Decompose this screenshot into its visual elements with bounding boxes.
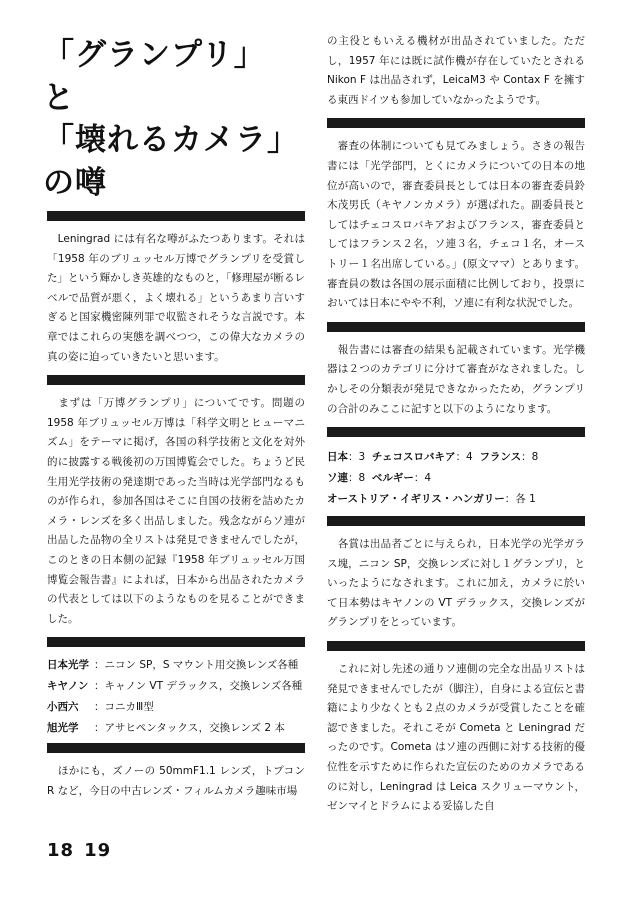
paragraph-expo: まずは「万博グランプリ」についてです。問題の 1958 年ブリュッセル万博は「科学文明とヒューマニズム」をテーマに掲げ，各国の科学技術と文化を対外的に披露する戦後初の万国博覧会でした。ちょうど民生用光学技術の発達期であった当時は光学部門なるものが作られ，参加各国はそこに自国の技術を詰めたカメラ・レンズを多く出品しました。残念ながらソ連が出品した品物の全リストは発見できませんでしたが，このときの日本側の記録『1958 年ブリュッセル万国博覧会報告書』によれば，日本から出品されたカメラの代表としては以下のようなものを見ることができました。 bbox=[47, 397, 305, 625]
exhibit-items: ：コニカⅢ型 bbox=[94, 701, 154, 714]
exhibit-items: ：アサヒペンタックス，交換レンズ 2 本 bbox=[94, 722, 285, 735]
tally-line-2 bbox=[327, 468, 585, 489]
country-japan: 日本 bbox=[327, 451, 348, 464]
count-czechoslovakia: ：4 bbox=[455, 451, 473, 464]
title-line-2: と bbox=[43, 79, 75, 116]
section-rule bbox=[327, 118, 585, 128]
right-column bbox=[327, 34, 585, 825]
exhibitor-name: 旭光学 bbox=[47, 722, 79, 735]
paragraph-awards: 各賞は出品者ごとに与えられ，日本光学の光学ガラス塊，ニコン SP，交換レンズに対し１グランプリ，といったようになされます。これに加え，カメラに於いて日本勢はキヤノンの VT デラックス，交換レンズがグランプリをとっています。 bbox=[327, 538, 585, 629]
title-line-1: 「グランプリ」 bbox=[43, 37, 266, 73]
page-numbers bbox=[47, 840, 111, 861]
page-number-left: 18 bbox=[47, 840, 75, 861]
section-rule bbox=[327, 641, 585, 651]
tally-line-1 bbox=[327, 447, 585, 468]
tally-line-3 bbox=[327, 489, 585, 510]
page-number-right: 19 bbox=[84, 840, 112, 861]
country-belgium: ベルギー bbox=[371, 472, 414, 485]
country-ussr: ソ連 bbox=[327, 472, 348, 485]
country-france: フランス bbox=[479, 451, 522, 464]
section-rule bbox=[47, 743, 305, 753]
title-line-4: の噂 bbox=[43, 164, 107, 201]
exhibitor-name: 小西六 bbox=[47, 701, 79, 714]
exhibit-row bbox=[47, 697, 305, 718]
exhibitor-name: キヤノン bbox=[47, 680, 89, 693]
count-belgium: ：4 bbox=[413, 472, 432, 485]
count-japan: ：3 bbox=[348, 451, 366, 464]
exhibit-row bbox=[47, 718, 305, 739]
paragraph-continued: の主役ともいえる機材が出品されていました。ただし，1957 年には既に試作機が存在していたとされる Nikon F は出品されず，LeicaM3 や Contax F を擁する東西ドイツも参加していなかったようです。 bbox=[327, 35, 585, 106]
exhibit-row bbox=[47, 655, 305, 676]
country-others: オーストリア・イギリス・ハンガリー bbox=[327, 493, 505, 506]
title-line-3: 「壊れるカメラ」 bbox=[43, 122, 299, 158]
section-rule bbox=[47, 375, 305, 385]
country-czechoslovakia: チェコスロバキア bbox=[371, 451, 456, 464]
chapter-title bbox=[43, 34, 299, 204]
paragraph-jury: 審査の体制についても見てみましょう。さきの報告書には「光学部門，とくにカメラについての日本の地位が高いので，審査委員長としては日本の審査委員鈴木茂男氏（キヤノンカメラ）が選ばれた。副委員長としてはチェコスロバキアおよびフランス，審査委員としてはフランス２名，ソ連３名，チェコ１名，オーストリー１名出席している。」(原文ママ）とあります。審査員の数は各国の展示面積に比例しており，投票においては日本にやや不利，ソ連に有利な状況でした。 bbox=[327, 140, 585, 310]
section-rule bbox=[47, 637, 305, 647]
section-rule bbox=[327, 516, 585, 526]
exhibit-row bbox=[47, 676, 305, 697]
section-rule bbox=[327, 322, 585, 332]
paragraph-soviet: これに対し先述の通りソ連側の完全な出品リストは発見できませんでしたが（脚注），自身による宣伝と書籍により少なくとも２点のカメラが受賞したことを確認できました。それこそが Cometa と Leningrad だったのです。Cometa はソ連の西側に対する技術的優位性を示すために作られた宣伝のためのカメラであるのに対し，Leningrad は Leica スクリューマウント，ゼンマイとドラムによる妥協した自 bbox=[327, 663, 585, 813]
count-france: ：8 bbox=[521, 451, 539, 464]
exhibitor-name: 日本光学 bbox=[47, 659, 89, 672]
left-column bbox=[47, 211, 305, 809]
section-rule bbox=[47, 211, 305, 221]
paragraph-others: ほかにも，ズノーの 50mmF1.1 レンズ，トプコン R など，今日の中古レンズ・フィルムカメラ趣味市場 bbox=[47, 765, 305, 797]
section-rule bbox=[327, 427, 585, 437]
paragraph-intro: Leningrad には有名な噂がふたつあります。それは「1958 年のブリュッセル万博でグランプリを受賞した」という輝かしき英雄的なものと，「修理屋が断るレベルで品質が悪く，よく壊れる」というあまり言いすぎると国家機密陳列罪で収監されそうな言説です。本章ではこれらの実態を調べつつ，この偉大なカメラの真の姿に迫っていきたいと思います。 bbox=[47, 233, 305, 363]
paragraph-results: 報告書には審査の結果も記載されています。光学機器は２つのカテゴリに分けて審査がなされました。しかしその分類表が発見できなかったため，グランプリの合計のみここに記すと以下のようになります。 bbox=[327, 343, 585, 415]
count-ussr: ：8 bbox=[348, 472, 366, 485]
exhibit-list bbox=[47, 647, 305, 743]
grand-prix-tally bbox=[327, 437, 585, 516]
exhibit-items: ：キャノン VT デラックス，交換レンズ各種 bbox=[94, 680, 303, 693]
exhibit-items: ：ニコン SP，S マウント用交換レンズ各種 bbox=[94, 659, 299, 672]
count-others: ：各 1 bbox=[504, 493, 536, 506]
